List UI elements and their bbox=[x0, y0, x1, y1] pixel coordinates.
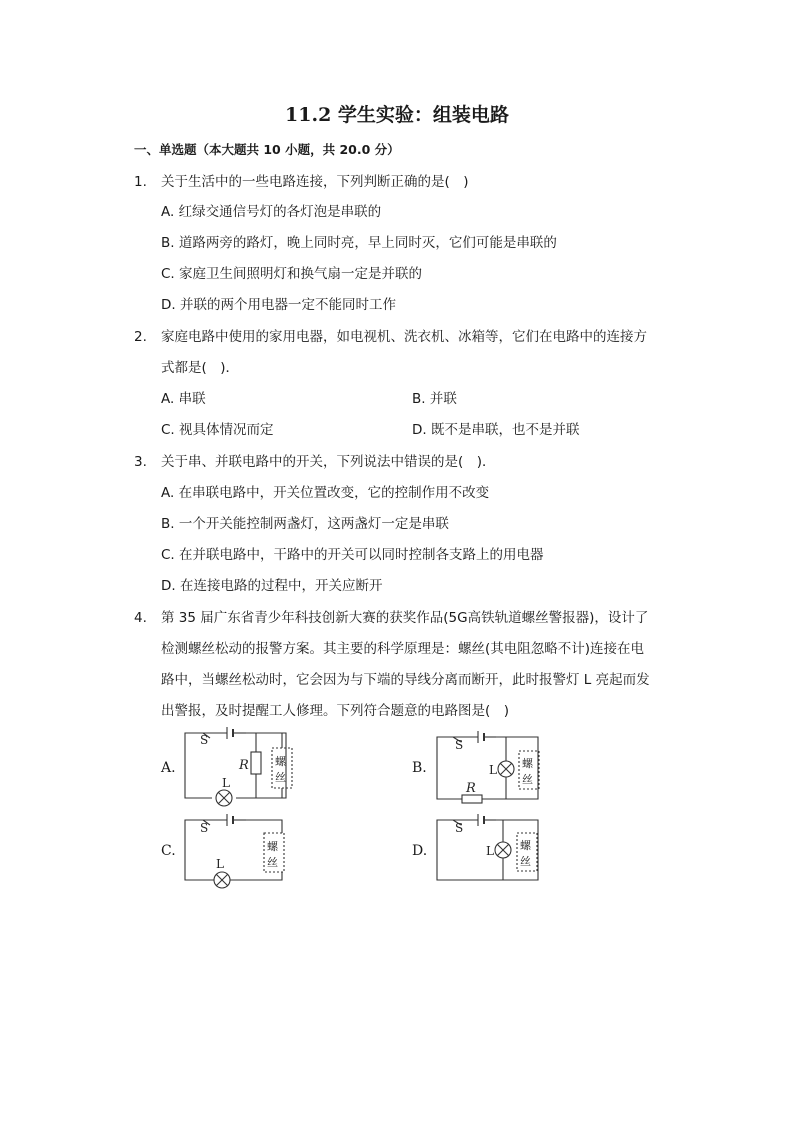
question-2-stem-line-1: 家庭电路中使用的家用电器，如电视机、洗衣机、冰箱等，它们在电路中的连接方 bbox=[161, 329, 647, 345]
switch-label-a: S bbox=[200, 733, 209, 747]
screw-label-c-2: 丝 bbox=[267, 856, 278, 869]
question-3-number: 3. bbox=[134, 454, 147, 470]
lamp-label-c: L bbox=[216, 857, 224, 871]
question-1-number: 1. bbox=[134, 174, 147, 190]
question-3-option-b: B. 一个开关能控制两盏灯，这两盏灯一定是串联 bbox=[161, 516, 449, 532]
question-2-option-c: C. 视具体情况而定 bbox=[161, 422, 274, 438]
question-2-option-b: B. 并联 bbox=[412, 391, 457, 407]
screw-label-d-2: 丝 bbox=[520, 855, 531, 868]
lamp-label-b: L bbox=[489, 763, 497, 777]
screw-label-b-1: 螺 bbox=[522, 757, 533, 770]
question-4-option-d: D. bbox=[412, 843, 428, 859]
question-1-option-c: C. 家庭卫生间照明灯和换气扇一定是并联的 bbox=[161, 266, 423, 282]
question-3-option-d: D. 在连接电路的过程中，开关应断开 bbox=[161, 578, 383, 594]
section-heading: 一、单选题（本大题共 10 小题，共 20.0 分） bbox=[134, 142, 400, 157]
question-3-stem: 关于串、并联电路中的开关，下列说法中错误的是( )． bbox=[161, 454, 496, 470]
page-title: 11.2 学生实验：组装电路 bbox=[285, 104, 509, 126]
question-4-option-b: B. bbox=[412, 760, 427, 776]
switch-label-d: S bbox=[455, 821, 464, 835]
resistor-label-a: R bbox=[239, 758, 249, 773]
question-2-stem-line-2: 式都是( )． bbox=[161, 360, 240, 376]
switch-label-c: S bbox=[200, 821, 209, 835]
question-4-stem-line-4: 出警报，及时提醒工人修理。下列符合题意的电路图是( ) bbox=[161, 703, 510, 719]
screw-label-a-1: 螺 bbox=[275, 755, 286, 768]
screw-label-b-2: 丝 bbox=[522, 773, 533, 786]
question-3-option-a: A. 在串联电路中，开关位置改变，它的控制作用不改变 bbox=[161, 485, 490, 501]
switch-label-b: S bbox=[455, 738, 464, 752]
question-4-stem-line-2: 检测螺丝松动的报警方案。其主要的科学原理是：螺丝(其电阻忽略不计)连接在电 bbox=[161, 641, 645, 657]
question-2-number: 2. bbox=[134, 329, 147, 345]
screw-label-a-2: 丝 bbox=[275, 771, 286, 784]
question-4-option-a: A. bbox=[161, 760, 176, 776]
question-4-number: 4. bbox=[134, 610, 147, 626]
question-1-stem: 关于生活中的一些电路连接，下列判断正确的是( ) bbox=[161, 174, 469, 190]
resistor-label-b: R bbox=[466, 781, 476, 796]
question-4-stem-line-1: 第 35 届广东省青少年科技创新大赛的获奖作品(5G高铁轨道螺丝警报器)，设计了 bbox=[161, 610, 649, 626]
question-1-option-a: A. 红绿交通信号灯的各灯泡是串联的 bbox=[161, 204, 382, 220]
screw-label-c-1: 螺 bbox=[267, 840, 278, 853]
question-1-option-d: D. 并联的两个用电器一定不能同时工作 bbox=[161, 297, 396, 313]
question-2-option-a: A. 串联 bbox=[161, 391, 206, 407]
lamp-label-a: L bbox=[222, 776, 230, 790]
screw-label-d-1: 螺 bbox=[520, 839, 531, 852]
question-4-option-c: C. bbox=[161, 843, 176, 859]
question-1-option-b: B. 道路两旁的路灯，晚上同时亮，早上同时灭，它们可能是串联的 bbox=[161, 235, 557, 251]
question-2-option-d: D. 既不是串联，也不是并联 bbox=[412, 422, 580, 438]
question-3-option-c: C. 在并联电路中，干路中的开关可以同时控制各支路上的用电器 bbox=[161, 547, 544, 563]
lamp-label-d: L bbox=[486, 844, 494, 858]
question-4-stem-line-3: 路中，当螺丝松动时，它会因为与下端的导线分离而断开，此时报警灯 L 亮起而发 bbox=[161, 672, 650, 688]
